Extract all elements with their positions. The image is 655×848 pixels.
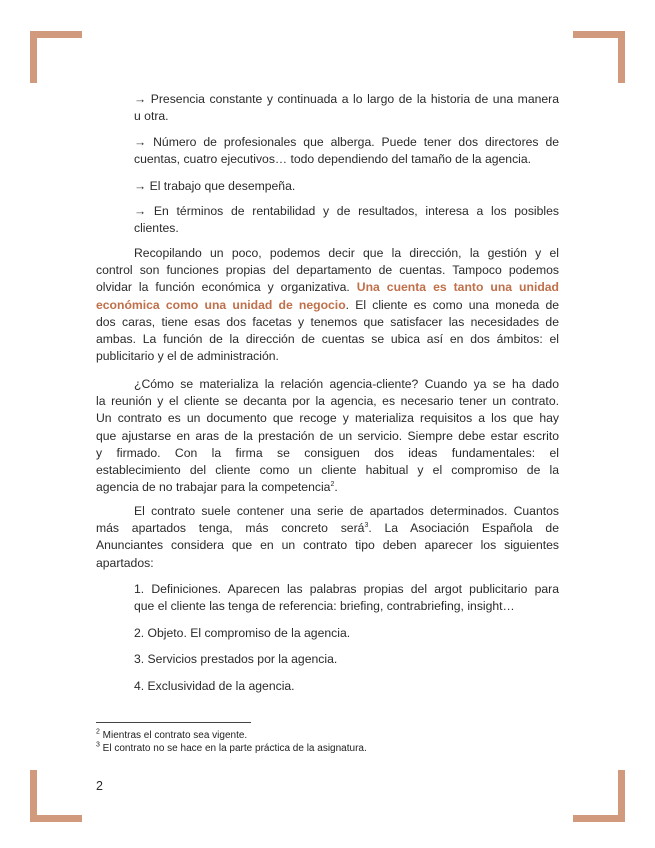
corner-decoration-bottom-right	[573, 770, 625, 822]
text-line	[96, 262, 559, 279]
footnote-mark: 2	[96, 728, 100, 736]
text-line	[96, 479, 559, 496]
text-run: publicitario y el de administración.	[96, 349, 279, 364]
footnote-text: El contrato no se hace en la parte práctica de la asignatura.	[99, 743, 367, 754]
text-line	[134, 625, 559, 642]
text-line	[134, 203, 559, 220]
paragraph-1	[96, 245, 559, 365]
text-run: que el cliente las tenga de referencia: briefing, contrabriefing, insight…	[134, 599, 515, 614]
text-line	[96, 503, 559, 520]
highlighted-text: económica como una unidad de negocio	[96, 297, 346, 312]
footnote-mark: 3	[96, 741, 100, 749]
text-line	[96, 331, 559, 348]
highlighted-text: Una cuenta es tanto una unidad	[356, 280, 560, 295]
text-run: la reunión y el cliente se decanta por la agencia, es necesario tener un contrato.	[96, 394, 559, 409]
text-run: → En términos de rentabilidad y de resultados, interesa a los posibles	[134, 204, 559, 218]
text-run: El contrato suele contener una serie de apartados determinados. Cuantos	[134, 504, 559, 518]
text-run: u otra.	[134, 109, 169, 124]
footnote-3	[96, 742, 367, 755]
text-run: cuentas, cuatro ejecutivos… todo dependiendo del tamaño de la agencia.	[134, 152, 532, 167]
text-line	[134, 108, 559, 125]
text-run: 1. Definiciones. Aparecen las palabras propias del argot publicitario para	[134, 582, 559, 596]
text-run: . La Asociación Española de	[368, 521, 559, 536]
text-line	[134, 678, 559, 695]
text-run: establecimiento del cliente como un cliente habitual y el compromiso de la	[96, 462, 559, 477]
text-run: más apartados tenga, más concreto será	[96, 521, 365, 536]
bullet-4	[134, 203, 559, 237]
text-run: .	[334, 480, 338, 495]
text-line	[134, 581, 559, 598]
text-line	[134, 651, 559, 668]
text-run: . El cliente es como una moneda de	[345, 297, 559, 312]
text-run: que ajustarse en aras de la prestación de un servicio. Siempre debe estar escrito	[96, 428, 559, 443]
text-line	[96, 314, 559, 331]
corner-decoration-top-left	[30, 31, 82, 83]
text-line	[134, 178, 559, 195]
bullet-3	[134, 178, 559, 195]
list-item-2	[134, 625, 559, 642]
footnote-reference: 3	[364, 522, 369, 530]
text-line	[134, 134, 559, 151]
text-run: → Presencia constante y continuada a lo largo de la historia de una manera	[134, 92, 559, 106]
text-line	[134, 151, 559, 168]
text-run: clientes.	[134, 221, 179, 236]
text-line	[134, 91, 559, 108]
text-run: control son funciones propias del departamento de cuentas. Tampoco podemos	[96, 263, 559, 278]
text-line	[96, 520, 559, 537]
text-line	[96, 555, 559, 572]
footnote-text: Mientras el contrato sea vigente.	[99, 730, 248, 741]
text-line	[96, 245, 559, 262]
text-line	[96, 376, 559, 393]
text-run: ambas. La función de la dirección de cuentas se ubica así en dos ámbitos: el	[96, 331, 559, 346]
text-line	[96, 428, 559, 445]
text-run: agencia de no trabajar para la competencia	[96, 480, 331, 495]
page-number: 2	[96, 779, 103, 793]
corner-decoration-bottom-left	[30, 770, 82, 822]
text-line	[96, 445, 559, 462]
paragraph-2	[96, 376, 559, 496]
text-line	[96, 348, 559, 365]
text-run: Un contrato es un documento que recoge y materializa requisitos a los que hay	[96, 411, 559, 426]
footnote-reference: 2	[330, 481, 335, 489]
text-run: Recopilando un poco, podemos decir que la dirección, la gestión y el	[134, 246, 559, 260]
text-line	[96, 279, 559, 296]
text-line	[96, 297, 559, 314]
text-line	[96, 537, 559, 554]
text-run: 4. Exclusividad de la agencia.	[134, 679, 295, 693]
text-run: y firmado. Con la firma se consiguen dos ideas fundamentales: el	[96, 445, 559, 460]
text-run: 3. Servicios prestados por la agencia.	[134, 652, 338, 666]
text-line	[96, 393, 559, 410]
corner-decoration-top-right	[573, 31, 625, 83]
text-line	[96, 410, 559, 427]
text-line	[134, 220, 559, 237]
list-item-4	[134, 678, 559, 695]
text-line	[96, 462, 559, 479]
bullet-1	[134, 91, 559, 125]
text-run: ¿Cómo se materializa la relación agencia-cliente? Cuando ya se ha dado	[134, 377, 559, 391]
text-run: Anunciantes considera que en un contrato tipo deben aparecer los siguientes	[96, 538, 559, 553]
list-item-1	[134, 581, 559, 615]
paragraph-3	[96, 503, 559, 572]
text-run: 2. Objeto. El compromiso de la agencia.	[134, 626, 351, 640]
footnote-separator	[96, 722, 251, 723]
text-run: olvidar la función económica y organizativa.	[96, 280, 357, 295]
text-run: → El trabajo que desempeña.	[134, 179, 296, 193]
list-item-3	[134, 651, 559, 668]
text-run: → Número de profesionales que alberga. Puede tener dos directores de	[134, 135, 559, 149]
text-run: dos caras, tiene esas dos facetas y tenemos que satisfacer las necesidades de	[96, 314, 559, 329]
footnote-2	[96, 729, 247, 742]
bullet-2	[134, 134, 559, 168]
text-line	[134, 598, 559, 615]
text-run: apartados:	[96, 555, 154, 570]
